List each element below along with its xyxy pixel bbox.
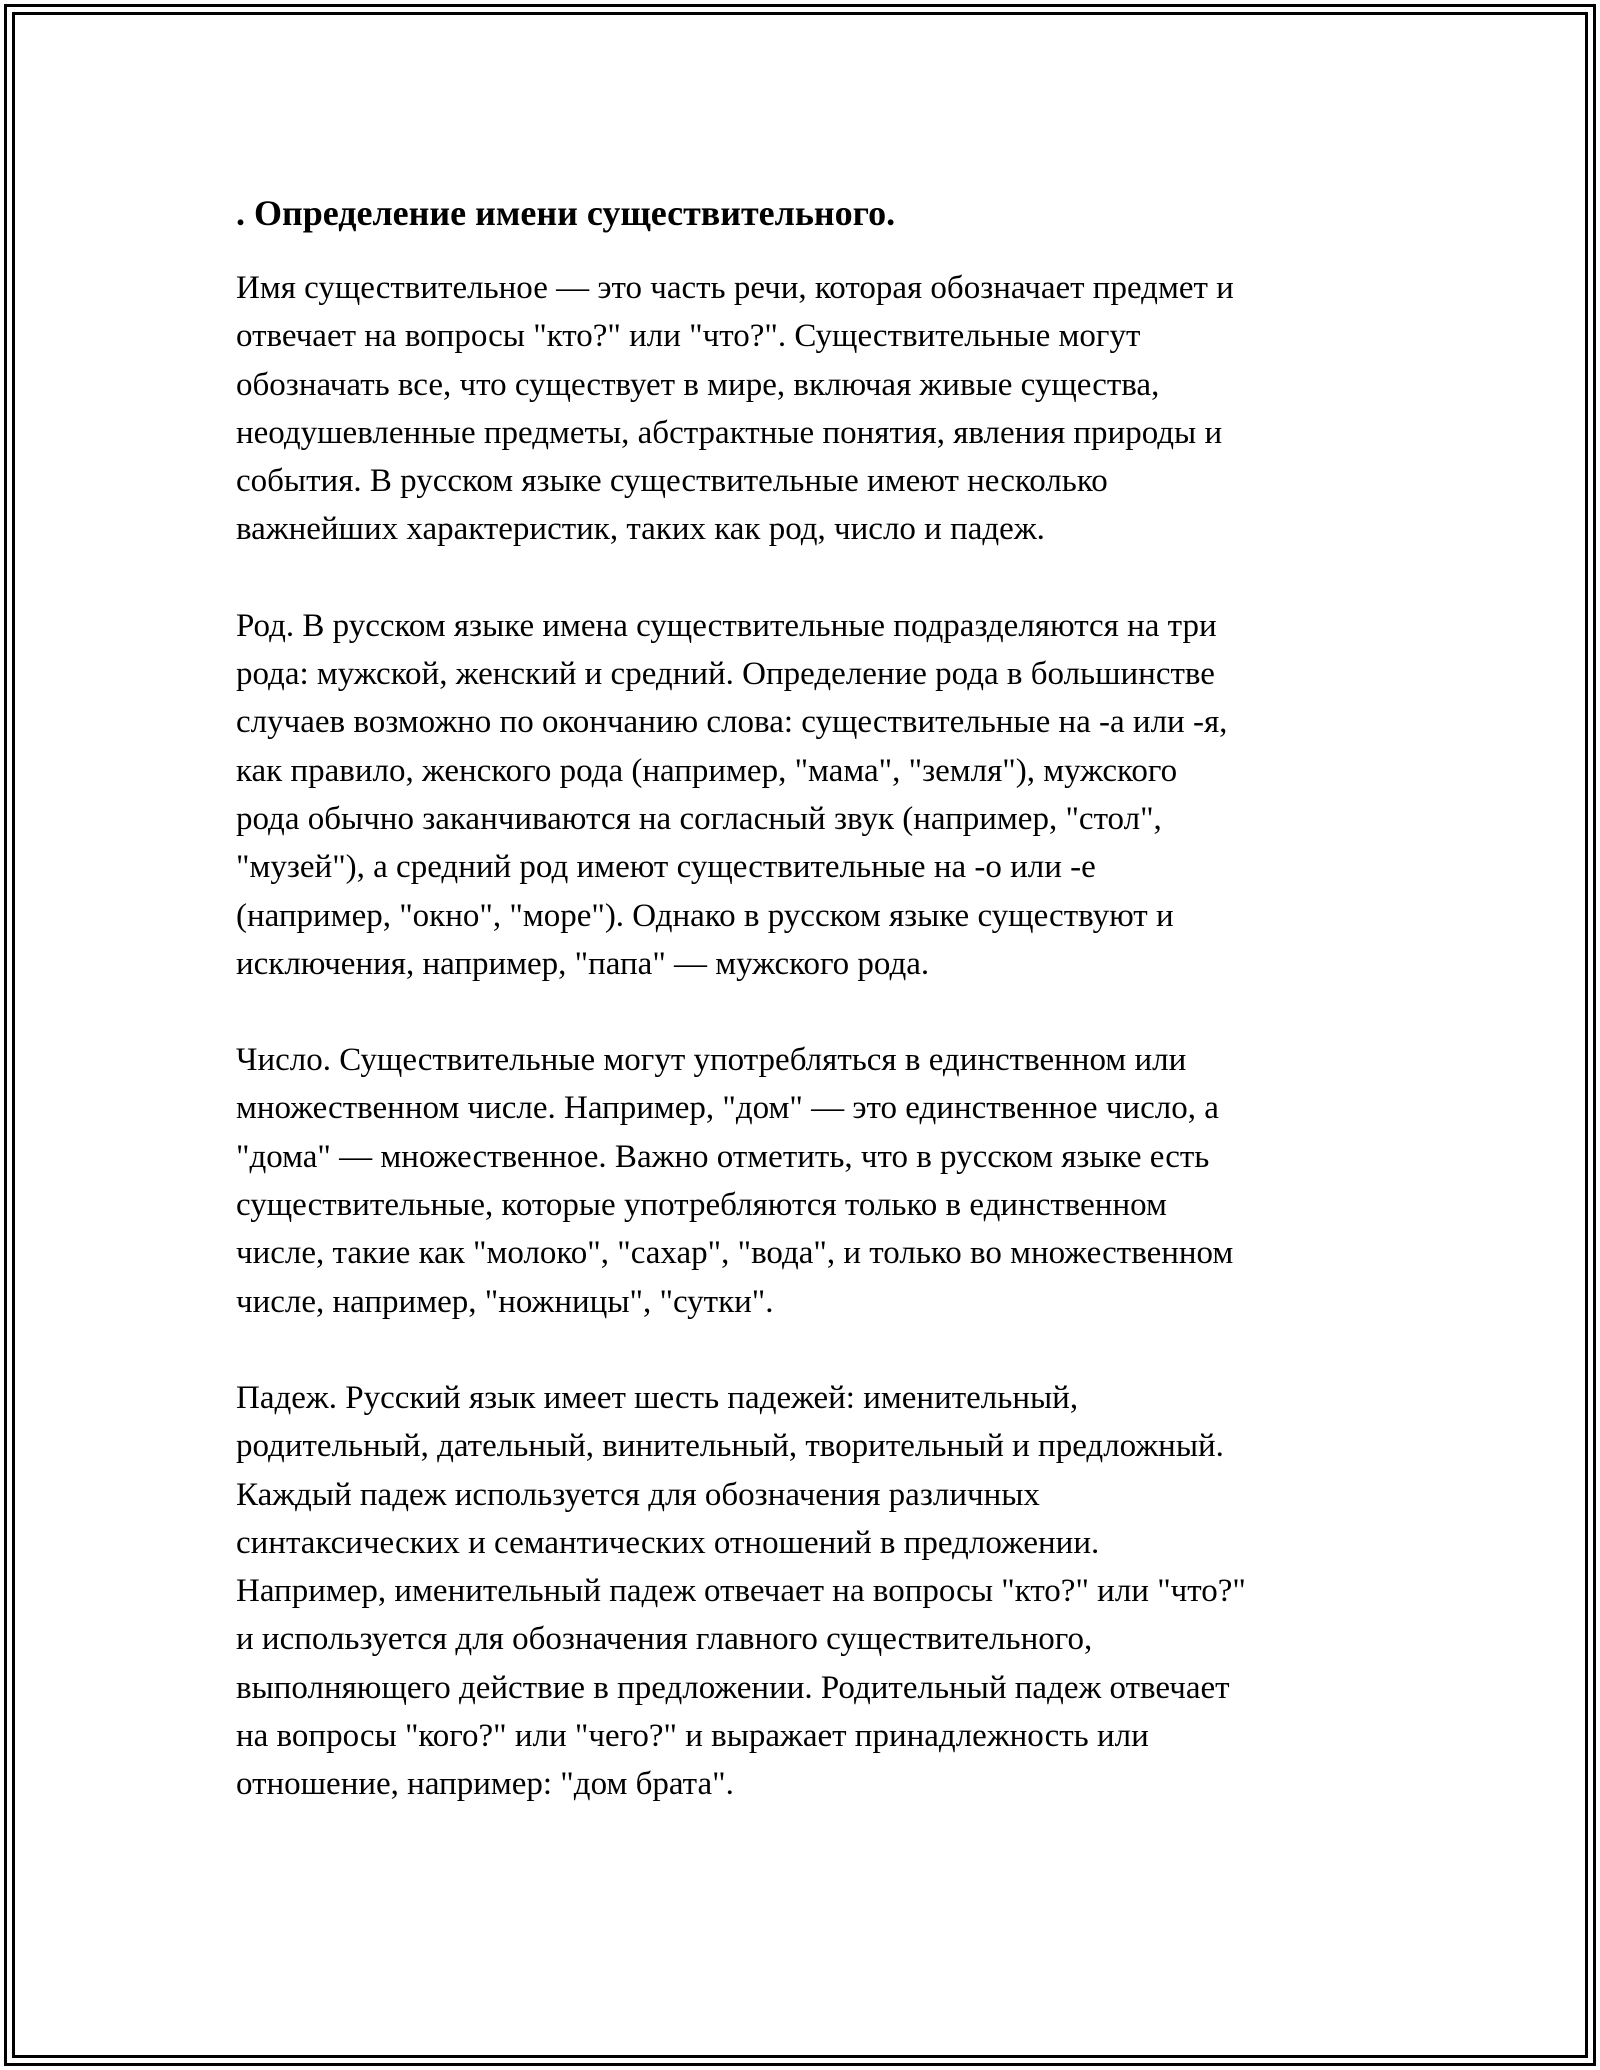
paragraph-case: Падеж. Русский язык имеет шесть падежей: именительный, родительный, дательный, винительный, творительный и предложный. Каждый падеж используется для обозначения различных синтаксических и семантических отношений в предложении. Например, именительный падеж отвечает на вопросы "кто?" или "что?" и используется для обозначения главного существительного, выполняющего действие в предложении. Родительный падеж отвечает на вопросы "кого?" или "чего?" и выражает принадлежность или отношение, например: "дом брата". — [236, 1379, 1246, 1803]
paragraph-number: Число. Существительные могут употребляться в единственном или множественном числе. Например, "дом" — это единственное число, а "дома" — множественное. Важно отметить, что в русском языке есть существительные, которые употребляются только в единственном числе, такие как "молоко", "сахар", "вода", и только во множественном числе, например, "ножницы", "сутки". — [236, 1042, 1234, 1320]
document-body — [236, 184, 1366, 1857]
paragraph-gender: Род. В русском языке имена существительные подразделяются на три рода: мужской, женский и средний. Определение рода в большинстве случаев возможно по окончанию слова: существительные на -а или -я, как правило, женского рода (например, "мама", "земля"), мужского рода обычно заканчиваются на согласный звук (например, "стол", "музей"), а средний род имеют существительные на -о или -е (например, "окно", "море"). Однако в русском языке существуют и исключения, например, "папа" — мужского рода. — [236, 607, 1228, 982]
section-heading: . Определение имени существительного. — [236, 193, 896, 233]
paragraph-definition: Имя существительное — это часть речи, которая обозначает предмет и отвечает на вопросы "кто?" или "что?". Существительные могут обозначать все, что существует в мире, включая живые существа, неодушевленные предметы, абстрактные понятия, явления природы и события. В русском языке существительные имеют несколько важнейших характеристик, таких как род, число и падеж. — [236, 270, 1234, 548]
